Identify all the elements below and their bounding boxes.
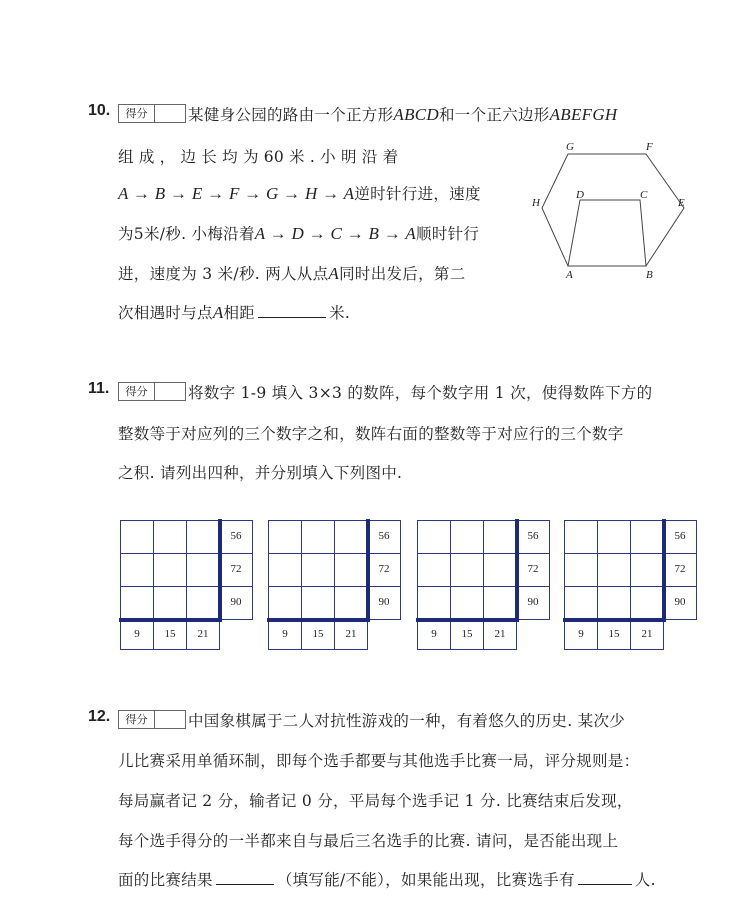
row-product-cell — [663, 586, 697, 620]
col-sum: 9 — [134, 628, 140, 640]
q10-text: 顺时针行 — [416, 225, 480, 243]
label-a: A — [566, 269, 573, 281]
answer-blank-12b[interactable] — [578, 870, 632, 885]
score-box-11[interactable] — [118, 382, 186, 401]
hexagon-name: ABEFGH — [549, 105, 618, 124]
col-sum-cell — [334, 619, 368, 650]
col-sum-cell — [417, 619, 451, 650]
grid-cell[interactable] — [268, 586, 302, 620]
q12-line3: 每局赢者记 2 分，输者记 0 分，平局每个选手记 1 分. 比赛结束后发现， — [118, 792, 633, 810]
q10-line6 — [118, 301, 350, 323]
score-box-blank[interactable] — [155, 383, 185, 400]
q11-line2: 整数等于对应列的三个数字之和，数阵右面的整数等于对应行的三个数字 — [118, 425, 624, 443]
question-11-number: 11. — [88, 380, 110, 397]
grid-cell[interactable] — [630, 520, 664, 554]
grid-divider-horizontal — [416, 618, 519, 622]
q11-line3: 之积. 请列出四种，并分别填入下列图中. — [118, 464, 403, 482]
label-c: C — [640, 189, 648, 201]
grid-cell[interactable] — [450, 586, 484, 620]
grid-cell[interactable] — [417, 586, 451, 620]
col-sum: 9 — [431, 628, 437, 640]
row-product: 72 — [378, 563, 390, 575]
q12-line4: 每个选手得分的一半都来自与最后三名选手的比赛. 请问，是否能出现上 — [118, 832, 619, 850]
row-product-cell — [516, 520, 550, 554]
point-a: A — [212, 303, 224, 322]
q10-text: 为5米/秒. 小梅沿着 — [118, 225, 255, 243]
label-h: H — [532, 197, 540, 209]
row-product: 72 — [674, 563, 686, 575]
number-grid — [417, 520, 549, 649]
row-product-cell — [663, 520, 697, 554]
row-product: 56 — [230, 530, 242, 542]
q12-text: （填写能/不能），如果能出现，比赛选手有 — [276, 871, 575, 889]
col-sum: 15 — [312, 628, 324, 640]
grid-cell[interactable] — [268, 553, 302, 587]
grid-cell[interactable] — [186, 586, 220, 620]
grid-cell[interactable] — [334, 520, 368, 554]
q10-text: 米. — [329, 304, 351, 322]
score-box-blank[interactable] — [155, 105, 185, 122]
grid-divider-vertical — [366, 519, 370, 620]
grid-cell[interactable] — [153, 520, 187, 554]
score-box-blank[interactable] — [155, 711, 185, 728]
col-sum: 15 — [608, 628, 620, 640]
score-box-label: 得分 — [119, 105, 155, 122]
grid-divider-horizontal — [563, 618, 666, 622]
col-sum: 21 — [641, 628, 653, 640]
q12-line5 — [118, 868, 656, 890]
row-product-cell — [516, 553, 550, 587]
col-sum: 21 — [197, 628, 209, 640]
row-product: 56 — [674, 530, 686, 542]
q10-text: 某健身公园的路由一个正方形 — [188, 106, 394, 124]
col-sum-cell — [597, 619, 631, 650]
grid-cell[interactable] — [334, 553, 368, 587]
grid-cell[interactable] — [564, 520, 598, 554]
grid-divider-horizontal — [119, 618, 222, 622]
grid-cell[interactable] — [564, 553, 598, 587]
q10-text: 进，速度为 3 米/秒. 两人从点 — [118, 265, 329, 283]
col-sum-cell — [630, 619, 664, 650]
grid-cell[interactable] — [597, 586, 631, 620]
grid-cell[interactable] — [268, 520, 302, 554]
grid-cell[interactable] — [483, 553, 517, 587]
label-d: D — [576, 189, 584, 201]
grid-cell[interactable] — [450, 520, 484, 554]
grid-cell[interactable] — [597, 520, 631, 554]
col-sum: 21 — [494, 628, 506, 640]
grid-cell[interactable] — [334, 586, 368, 620]
q12-line2: 儿比赛采用单循环制，即每个选手都要与其他选手比赛一局，评分规则是： — [118, 752, 640, 770]
square-hexagon-figure — [528, 140, 708, 282]
grid-cell[interactable] — [153, 586, 187, 620]
score-box-label: 得分 — [119, 383, 155, 400]
grid-cell[interactable] — [120, 586, 154, 620]
col-sum-cell — [186, 619, 220, 650]
col-sum: 9 — [578, 628, 584, 640]
q10-line4 — [118, 222, 479, 244]
xiaoming-path: A → B → E → F → G → H → A — [118, 184, 355, 203]
col-sum: 15 — [164, 628, 176, 640]
grid-cell[interactable] — [301, 553, 335, 587]
row-product-cell — [367, 586, 401, 620]
col-sum-cell — [301, 619, 335, 650]
hexagon-shape — [542, 154, 684, 266]
col-sum-cell — [450, 619, 484, 650]
label-f: F — [646, 141, 653, 153]
row-product: 72 — [230, 563, 242, 575]
answer-blank-10[interactable] — [258, 303, 326, 318]
grid-cell[interactable] — [483, 586, 517, 620]
grid-cell[interactable] — [120, 520, 154, 554]
grid-cell[interactable] — [630, 553, 664, 587]
xiaomei-path: A → D → C → B → A — [254, 224, 417, 243]
col-sum-cell — [483, 619, 517, 650]
row-product-cell — [516, 586, 550, 620]
col-sum-cell — [153, 619, 187, 650]
grid-cell[interactable] — [483, 520, 517, 554]
row-product: 56 — [527, 530, 539, 542]
row-product-cell — [219, 553, 253, 587]
number-grid — [120, 520, 252, 649]
col-sum: 9 — [282, 628, 288, 640]
q10-text: 同时出发后，第二 — [339, 265, 466, 283]
grid-cell[interactable] — [597, 553, 631, 587]
score-box-12[interactable] — [118, 710, 186, 729]
grid-cell[interactable] — [186, 520, 220, 554]
grid-cell[interactable] — [417, 520, 451, 554]
row-product: 90 — [527, 596, 539, 608]
row-product: 90 — [674, 596, 686, 608]
row-product-cell — [219, 586, 253, 620]
q12-line1: 中国象棋属于二人对抗性游戏的一种，有着悠久的历史. 某次少 — [188, 712, 626, 730]
col-sum-cell — [564, 619, 598, 650]
row-product: 56 — [378, 530, 390, 542]
col-sum: 21 — [345, 628, 357, 640]
col-sum-cell — [268, 619, 302, 650]
number-grid — [268, 520, 400, 649]
grid-divider-vertical — [218, 519, 222, 620]
question-12-number: 12. — [88, 708, 111, 725]
grid-divider-vertical — [662, 519, 666, 620]
number-grid — [564, 520, 696, 649]
q12-text: 人. — [634, 871, 656, 889]
answer-blank-12a[interactable] — [216, 870, 274, 885]
grid-cell[interactable] — [564, 586, 598, 620]
grid-cell[interactable] — [630, 586, 664, 620]
row-product-cell — [663, 553, 697, 587]
row-product: 90 — [230, 596, 242, 608]
q12-text: 面的比赛结果 — [118, 871, 213, 889]
grid-cell[interactable] — [301, 520, 335, 554]
label-e: E — [678, 197, 685, 209]
row-product: 72 — [527, 563, 539, 575]
square-shape — [568, 200, 646, 266]
q10-text: 相距 — [223, 304, 256, 322]
q10-text: 逆时针行进，速度 — [354, 185, 481, 203]
grid-cell[interactable] — [186, 553, 220, 587]
grid-cell[interactable] — [450, 553, 484, 587]
q10-line2: 组 成 ， 边 长 均 为 60 米 . 小 明 沿 着 — [118, 148, 399, 166]
q10-text: 和一个正六边形 — [439, 106, 550, 124]
col-sum-cell — [120, 619, 154, 650]
grid-cell[interactable] — [153, 553, 187, 587]
col-sum: 15 — [461, 628, 473, 640]
q10-line3 — [118, 182, 481, 204]
q10-text: 次相遇时与点 — [118, 304, 213, 322]
q11-line1: 将数字 1-9 填入 3×3 的数阵，每个数字用 1 次，使得数阵下方的 — [188, 384, 653, 402]
q10-line5 — [118, 262, 466, 284]
label-b: B — [646, 269, 653, 281]
grid-divider-horizontal — [267, 618, 370, 622]
square-name: ABCD — [393, 105, 439, 124]
grid-cell[interactable] — [417, 553, 451, 587]
grid-cell[interactable] — [301, 586, 335, 620]
row-product: 90 — [378, 596, 390, 608]
row-product-cell — [367, 520, 401, 554]
score-box-label: 得分 — [119, 711, 155, 728]
score-box-10[interactable] — [118, 104, 186, 123]
point-a: A — [328, 264, 340, 283]
row-product-cell — [367, 553, 401, 587]
row-product-cell — [219, 520, 253, 554]
grid-cell[interactable] — [120, 553, 154, 587]
q10-line1 — [188, 103, 618, 125]
question-10-number: 10. — [88, 102, 111, 119]
grid-divider-vertical — [515, 519, 519, 620]
label-g: G — [566, 141, 574, 153]
